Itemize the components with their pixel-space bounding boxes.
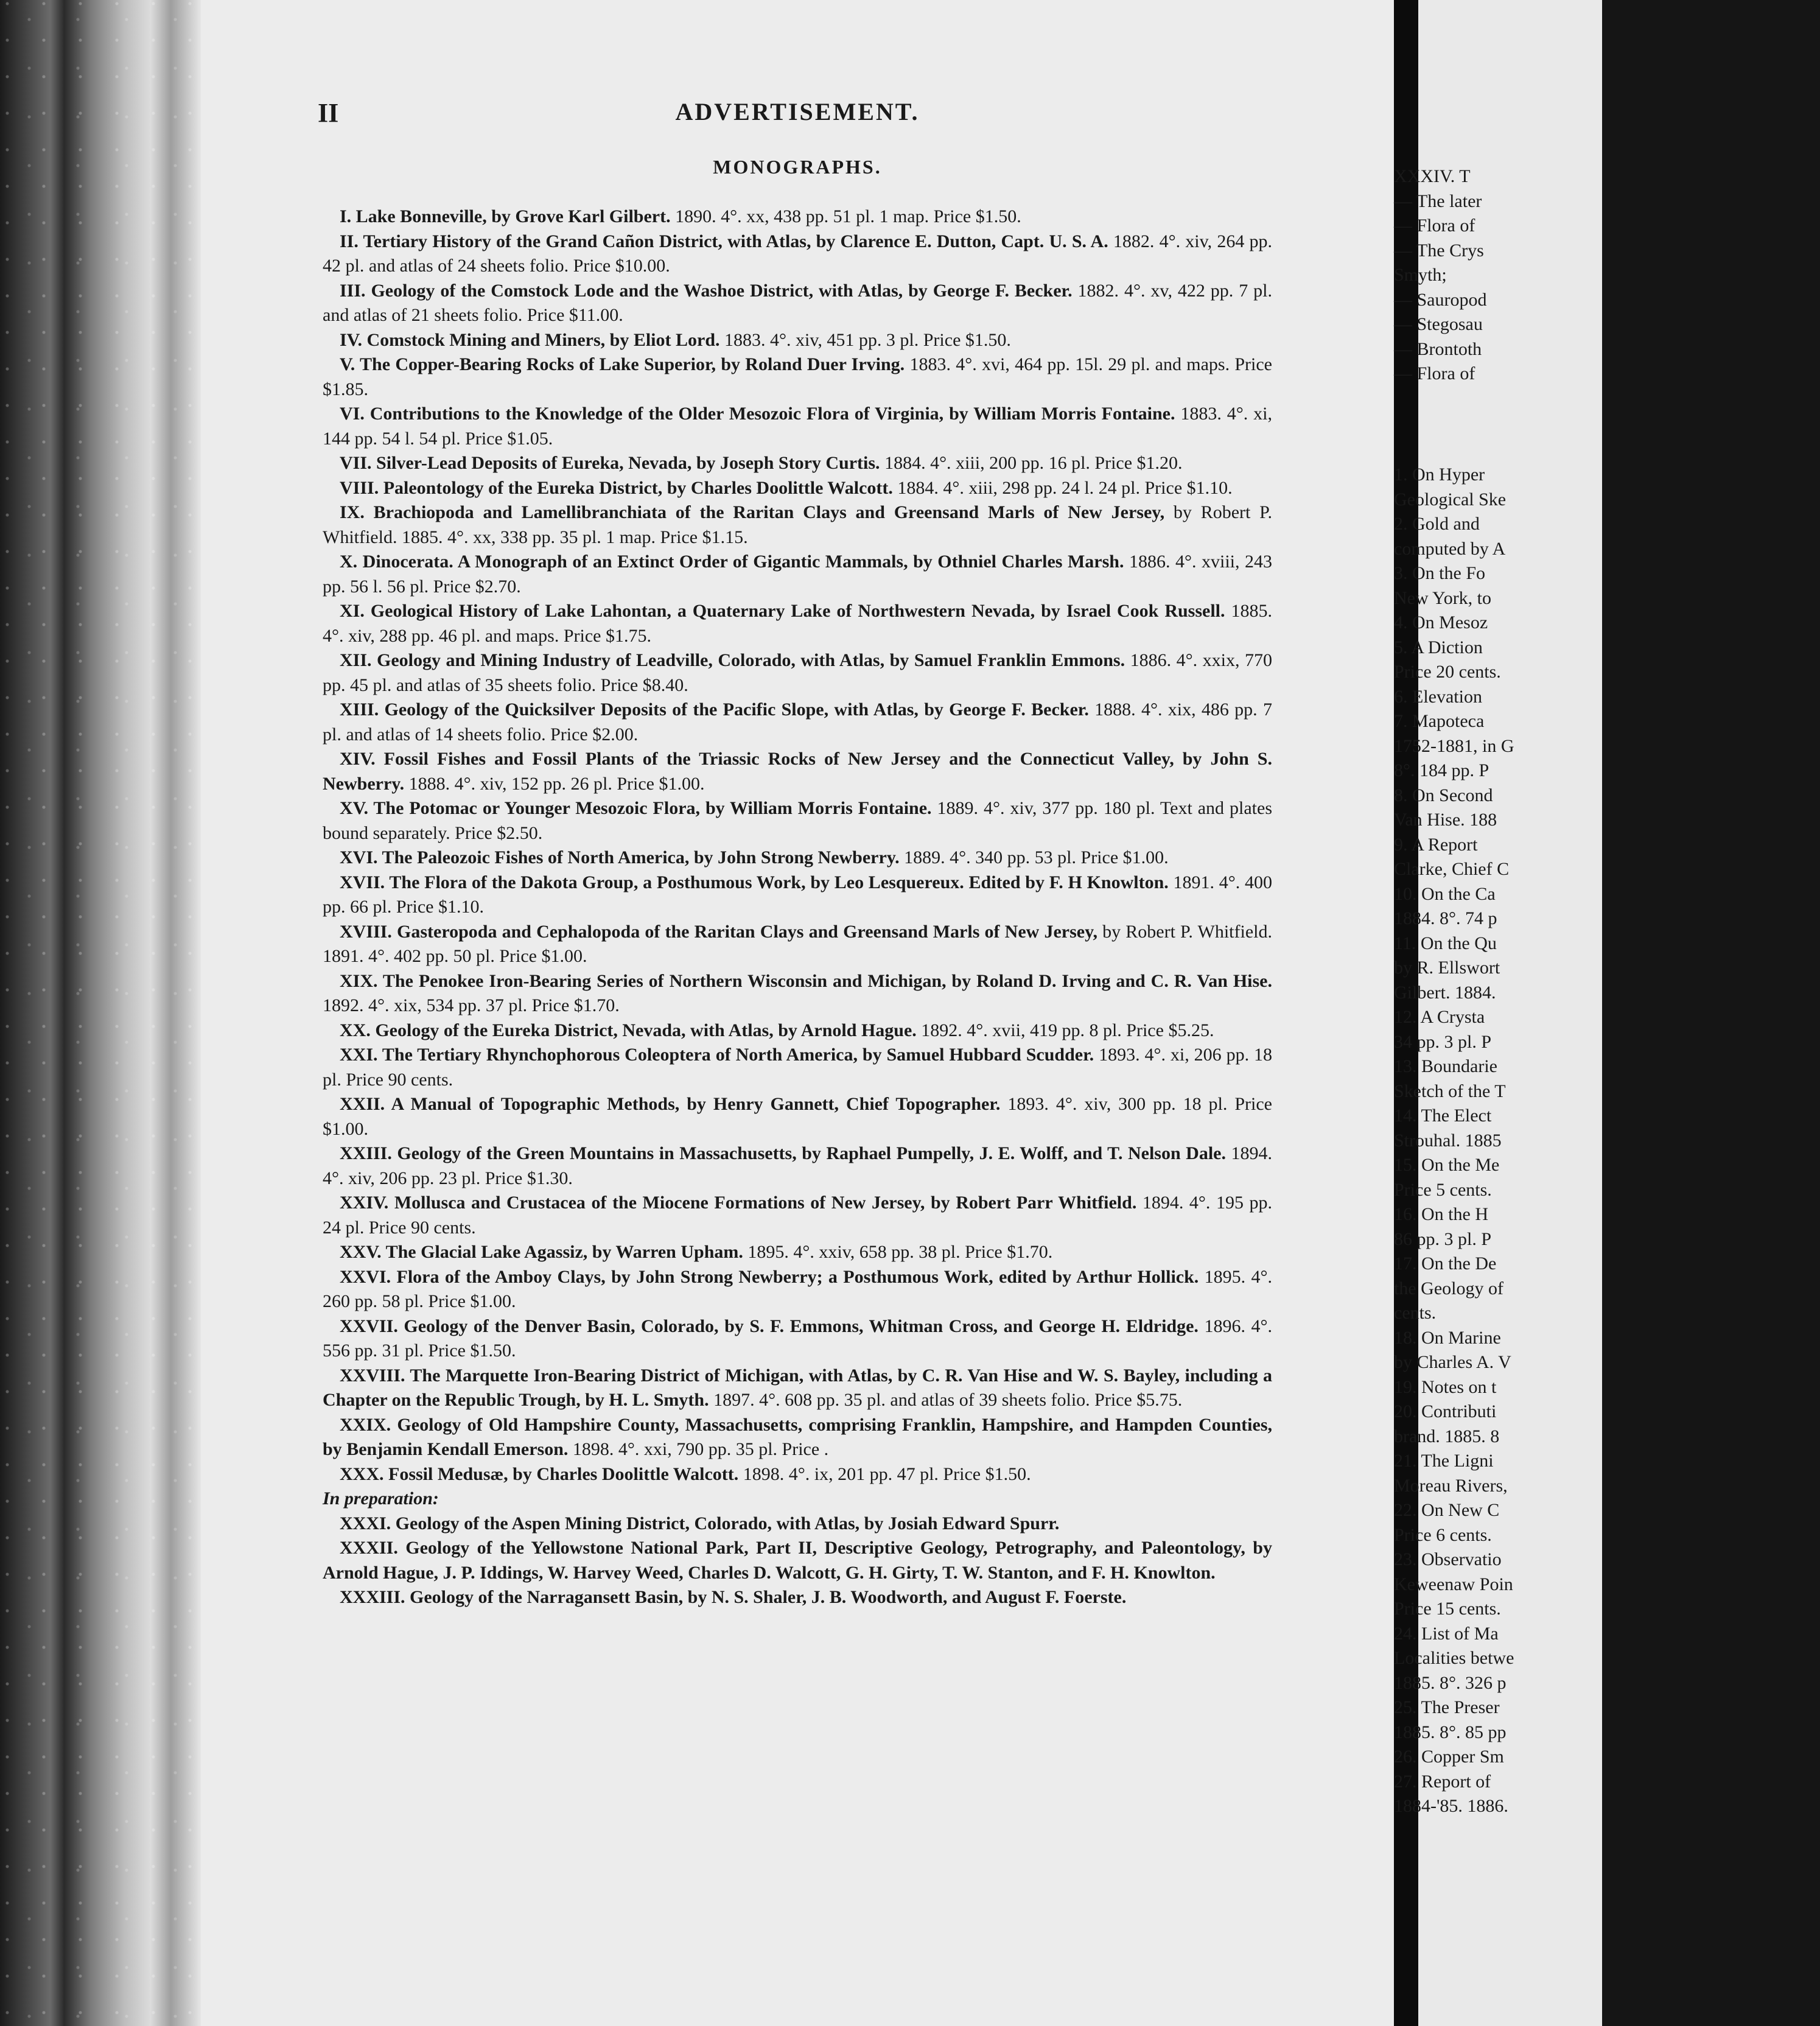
right-page-line: 1752-1881, in G (1394, 735, 1514, 756)
monograph-title: XVII. The Flora of the Dakota Group, a Posthumous Work, by Leo Lesquereux. Edited by F. H Knowlton. (340, 872, 1169, 892)
monograph-entry (323, 698, 1272, 747)
monograph-title: X. Dinocerata. A Monograph of an Extinct Order of Gigantic Mammals, by Othniel Charles Marsh. (340, 552, 1124, 572)
monograph-title: III. Geology of the Comstock Lode and the Washoe District, with Atlas, by George F. Becker. (340, 280, 1073, 301)
right-page-line: 1884. 8°. 74 p (1394, 908, 1497, 928)
section-heading: MONOGRAPHS. (713, 156, 882, 178)
right-page-line: — The later (1394, 191, 1482, 211)
monograph-details: 1882. 4°. xiv, 264 pp. 42 pl. and atlas of 24 sheets folio. Price $10.00. (323, 231, 1273, 276)
right-page-line: — Brontoth (1394, 338, 1482, 359)
monograph-details: 1893. 4°. xiv, 300 pp. 18 pl. Price $1.00. (323, 1094, 1273, 1139)
right-page-line: 17. On the De (1394, 1253, 1497, 1274)
right-page-line: by R. Ellswort (1394, 958, 1500, 978)
monograph-title: XIV. Fossil Fishes and Fossil Plants of the Triassic Rocks of New Jersey and the Connecticut Valley, by John S. Newberry. (323, 749, 1272, 794)
right-page-line: 24. List of Ma (1394, 1623, 1499, 1644)
monograph-entry (323, 1536, 1272, 1585)
monograph-details: 1888. 4°. xiv, 152 pp. 26 pl. Price $1.00. (404, 773, 705, 794)
monograph-entry (323, 230, 1272, 279)
monograph-details: by Robert P. Whitfield. 1891. 4°. 402 pp. 50 pl. Price $1.00. (323, 921, 1272, 966)
monograph-details: 1883. 4°. xiv, 451 pp. 3 pl. Price $1.50. (719, 329, 1011, 350)
monograph-entry (323, 1462, 1272, 1487)
monograph-entry (323, 1364, 1272, 1413)
monograph-entry (323, 1512, 1272, 1537)
right-page-line: 13. Boundarie (1394, 1056, 1497, 1076)
right-page-line: 12. A Crysta (1394, 1007, 1485, 1027)
monograph-entry (323, 1240, 1272, 1265)
right-page-line: 11. On the Qu (1394, 933, 1497, 953)
monograph-entry (323, 1092, 1272, 1141)
right-page-line: Price 20 cents. (1394, 662, 1501, 682)
monograph-title: XI. Geological History of Lake Lahontan, a Quaternary Lake of Northwestern Nevada, by Israel Cook Russell. (340, 601, 1225, 621)
page-header: ADVERTISEMENT. (675, 98, 920, 125)
monograph-entry (323, 1585, 1272, 1610)
monograph-details: 1890. 4°. xx, 438 pp. 51 pl. 1 map. Price $1.50. (670, 206, 1021, 226)
monograph-title: XXX. Fossil Medusæ, by Charles Doolittle Walcott. (340, 1463, 739, 1484)
monograph-title: XVIII. Gasteropoda and Cephalopoda of the Raritan Clays and Greensand Marls of New Jersey, (340, 921, 1097, 942)
right-page-line: the Geology of (1394, 1278, 1503, 1299)
right-page-line: Price 6 cents. (1394, 1524, 1492, 1545)
monograph-entry (323, 500, 1272, 550)
right-page-line: 20. Contributi (1394, 1401, 1497, 1421)
monograph-title: XXVIII. The Marquette Iron-Bearing District of Michigan, with Atlas, by C. R. Van Hise and W. S. Bayley, including a Chapter on the Republic Trough, by H. L. Smyth. (323, 1365, 1272, 1410)
right-page-line: Clarke, Chief C (1394, 859, 1510, 879)
right-page-line: 3. On the Fo (1394, 563, 1485, 583)
monograph-details: 1892. 4°. xvii, 419 pp. 8 pl. Price $5.25. (916, 1020, 1214, 1040)
right-page-line: 5. A Diction (1394, 637, 1483, 657)
monograph-entry (323, 1018, 1272, 1043)
monograph-title: VIII. Paleontology of the Eureka District, by Charles Doolittle Walcott. (340, 477, 893, 498)
monograph-entry (323, 796, 1272, 846)
right-page-line: Localities betwe (1394, 1648, 1514, 1668)
right-page-bulletin-list (1394, 463, 1514, 1819)
monograph-details: 1893. 4°. xi, 206 pp. 18 pl. Price 90 cents. (323, 1045, 1272, 1090)
monograph-title: XXVII. Geology of the Denver Basin, Colorado, by S. F. Emmons, Whitman Cross, and George H. Eldridge. (340, 1316, 1199, 1336)
right-page-line: 9. A Report (1394, 834, 1478, 855)
monograph-details: 1895. 4°. xxiv, 658 pp. 38 pl. Price $1.70. (743, 1242, 1053, 1262)
monograph-details: 1886. 4°. xxix, 770 pp. 45 pl. and atlas of 35 sheets folio. Price $8.40. (323, 650, 1272, 695)
right-page-line: brand. 1885. 8 (1394, 1426, 1500, 1446)
right-page-line: Moreau Rivers, (1394, 1475, 1508, 1496)
right-page-line: 1885. 8°. 326 p (1394, 1672, 1507, 1693)
monograph-details: 1888. 4°. xix, 486 pp. 7 pl. and atlas of 14 sheets folio. Price $2.00. (323, 699, 1272, 745)
monograph-entry (323, 352, 1272, 402)
monograph-details: 1883. 4°. xvi, 464 pp. 15l. 29 pl. and maps. Price $1.85. (323, 354, 1272, 399)
monograph-entry (323, 599, 1272, 648)
right-page-line: 15. On the Me (1394, 1155, 1500, 1175)
monograph-details: 1895. 4°. 260 pp. 58 pl. Price $1.00. (323, 1266, 1273, 1311)
right-page-line: computed by A (1394, 538, 1506, 559)
page-number: II (318, 98, 339, 128)
monograph-title: XXI. The Tertiary Rhynchophorous Coleoptera of North America, by Samuel Hubbard Scudder. (340, 1045, 1094, 1065)
monograph-title: IV. Comstock Mining and Miners, by Eliot Lord. (340, 329, 720, 350)
monograph-details: 1889. 4°. xiv, 377 pp. 180 pl. Text and plates bound separately. Price $2.50. (323, 798, 1272, 843)
monograph-entry (323, 871, 1272, 920)
monograph-details: 1896. 4°. 556 pp. 31 pl. Price $1.50. (323, 1316, 1272, 1361)
monograph-entry (323, 920, 1272, 969)
right-page-line: New York, to (1394, 587, 1492, 608)
monograph-entry (323, 451, 1272, 476)
monograph-title: XXV. The Glacial Lake Agassiz, by Warren Upham. (340, 1242, 743, 1262)
left-page (201, 0, 1394, 2026)
in-preparation-label: In preparation: (323, 1488, 439, 1509)
monograph-list (323, 205, 1272, 1610)
right-page-line: 18. On Marine (1394, 1327, 1501, 1348)
right-page-line: 34 pp. 3 pl. P (1394, 1031, 1492, 1052)
right-page-line: 21. The Ligni (1394, 1451, 1494, 1471)
right-page-line: 23. Observatio (1394, 1549, 1502, 1569)
book-spine-edge (0, 0, 201, 2026)
right-page-line: 6. Elevation (1394, 686, 1482, 707)
monograph-details: 1892. 4°. xix, 534 pp. 37 pl. Price $1.70. (323, 995, 620, 1015)
monograph-title: I. Lake Bonneville, by Grove Karl Gilbert. (340, 206, 671, 226)
right-page-line: Geological Ske (1394, 489, 1507, 510)
right-page-line: 16. On the H (1394, 1204, 1488, 1224)
right-page-head-list (1394, 164, 1487, 387)
monograph-title: XXIV. Mollusca and Crustacea of the Miocene Formations of New Jersey, by Robert Parr Whitfield. (340, 1193, 1137, 1213)
monograph-title: VII. Silver-Lead Deposits of Eureka, Nevada, by Joseph Story Curtis. (340, 453, 880, 473)
right-page-line: — Flora of (1394, 363, 1475, 384)
monograph-title: XII. Geology and Mining Industry of Leadville, Colorado, with Atlas, by Samuel Franklin Emmons. (340, 650, 1125, 670)
monograph-details: 1884. 4°. xiii, 298 pp. 24 l. 24 pl. Price $1.10. (892, 477, 1233, 498)
right-page-line: Sketch of the T (1394, 1081, 1506, 1101)
monograph-entry (323, 1191, 1272, 1240)
monograph-entry (323, 747, 1272, 796)
monograph-entry (323, 1314, 1272, 1364)
right-page-line: Van Hise. 188 (1394, 810, 1497, 830)
right-page-line: by Charles A. V (1394, 1352, 1511, 1372)
monograph-details: 1897. 4°. 608 pp. 35 pl. and atlas of 39 sheets folio. Price $5.75. (709, 1390, 1183, 1410)
right-page-line: 22. On New C (1394, 1500, 1500, 1520)
right-page-line: Gilbert. 1884. (1394, 982, 1496, 1003)
right-page-line: 19. Notes on t (1394, 1376, 1497, 1397)
right-page-line: 26. Copper Sm (1394, 1747, 1504, 1767)
right-page-line: 10. On the Ca (1394, 883, 1496, 904)
published-monographs (323, 205, 1272, 1487)
monograph-title: XIII. Geology of the Quicksilver Deposits of the Pacific Slope, with Atlas, by George F. Becker. (340, 699, 1089, 720)
right-page-line: cents. (1394, 1303, 1437, 1323)
monograph-details: 1884. 4°. xiii, 200 pp. 16 pl. Price $1.20. (880, 453, 1183, 473)
monograph-title: XX. Geology of the Eureka District, Nevada, with Atlas, by Arnold Hague. (340, 1020, 917, 1040)
monograph-details: by Robert P. Whitfield. 1885. 4°. xx, 338 pp. 35 pl. 1 map. Price $1.15. (323, 502, 1272, 547)
right-page-line: 8. On Second (1394, 785, 1493, 805)
monograph-title: XV. The Potomac or Younger Mesozoic Flora, by William Morris Fontaine. (340, 798, 932, 818)
monograph-details: 1885. 4°. xiv, 288 pp. 46 pl. and maps. Price $1.75. (323, 601, 1273, 646)
monograph-title: XIX. The Penokee Iron-Bearing Series of Northern Wisconsin and Michigan, by Roland D. Irving and C. R. Van Hise. (340, 970, 1272, 991)
monograph-entry (323, 205, 1272, 230)
right-page-line: 86 pp. 3 pl. P (1394, 1229, 1492, 1249)
monograph-entry (323, 402, 1272, 451)
monograph-entry (323, 1043, 1272, 1092)
monograph-title: XXXI. Geology of the Aspen Mining District, Colorado, with Atlas, by Josiah Edward Spurr. (340, 1513, 1060, 1534)
right-page-line: Strouhal. 1885 (1394, 1130, 1502, 1151)
right-page-line: 7. Mapoteca (1394, 711, 1485, 731)
monograph-entry (323, 550, 1272, 599)
right-page-line: — Flora of (1394, 216, 1475, 236)
right-page-partial (1394, 0, 1602, 2026)
monograph-title: XXIII. Geology of the Green Mountains in Massachusetts, by Raphael Pumpelly, J. E. Wolff, and T. Nelson Dale. (340, 1143, 1226, 1163)
monograph-details: 1898. 4°. xxi, 790 pp. 35 pl. Price . (568, 1439, 829, 1459)
right-page-line: 2. Gold and (1394, 514, 1480, 534)
right-page-line: — The Crys (1394, 240, 1484, 261)
monograph-title: XXXIII. Geology of the Narragansett Basin, by N. S. Shaler, J. B. Woodworth, and August F. Foerste. (340, 1587, 1127, 1607)
monograph-details: 1891. 4°. 400 pp. 66 pl. Price $1.10. (323, 872, 1272, 917)
right-page-line: 25. The Preser (1394, 1697, 1500, 1717)
monograph-title: II. Tertiary History of the Grand Cañon District, with Atlas, by Clarence E. Dutton, Capt. U. S. A. (340, 231, 1108, 251)
monograph-entry (323, 648, 1272, 698)
right-page-line: — Sauropod (1394, 289, 1487, 310)
monograph-details: 1882. 4°. xv, 422 pp. 7 pl. and atlas of 21 sheets folio. Price $11.00. (323, 280, 1273, 325)
right-page-line: — Stegosau (1394, 314, 1483, 334)
monograph-details: 1889. 4°. 340 pp. 53 pl. Price $1.00. (899, 847, 1169, 868)
monograph-details: 1898. 4°. ix, 201 pp. 47 pl. Price $1.50. (738, 1463, 1031, 1484)
right-page-line: Price 15 cents. (1394, 1599, 1501, 1619)
monograph-entry (323, 1265, 1272, 1314)
monograph-title: IX. Brachiopoda and Lamellibranchiata of the Raritan Clays and Greensand Marls of New Jersey, (340, 502, 1165, 522)
right-page-line: Keweenaw Poin (1394, 1574, 1513, 1594)
monograph-entry (323, 476, 1272, 501)
right-page-line: XXXIV. T (1394, 166, 1471, 186)
monograph-details: 1894. 4°. xiv, 206 pp. 23 pl. Price $1.30. (323, 1143, 1272, 1188)
right-page-line: 1. On Hyper (1394, 464, 1485, 485)
right-page-line: 1884-'85. 1886. (1394, 1796, 1508, 1816)
monograph-title: XXIX. Geology of Old Hampshire County, Massachusetts, comprising Franklin, Hampshire, and Hampden Counties, by Benjamin Kendall Emerson. (323, 1414, 1272, 1459)
monograph-entry (323, 1141, 1272, 1191)
right-page-line: 8°. 184 pp. P (1394, 760, 1489, 780)
monograph-title: XVI. The Paleozoic Fishes of North America, by John Strong Newberry. (340, 847, 900, 868)
monographs-in-preparation (323, 1512, 1272, 1610)
monograph-details: 1883. 4°. xi, 144 pp. 54 l. 54 pl. Price $1.05. (323, 404, 1272, 449)
monograph-title: XXVI. Flora of the Amboy Clays, by John Strong Newberry; a Posthumous Work, edited by Arthur Hollick. (340, 1266, 1199, 1287)
monograph-entry (323, 846, 1272, 871)
monograph-title: V. The Copper-Bearing Rocks of Lake Superior, by Roland Duer Irving. (340, 354, 905, 374)
monograph-title: XXXII. Geology of the Yellowstone National Park, Part II, Descriptive Geology, Petrography, and Paleontology, by Arnold Hague, J. P. Iddings, W. Harvey Weed, Charles D. Walcott, G. H. Girty, T. W. Stanton, and F. H. Knowlton. (323, 1538, 1272, 1583)
monograph-details: 1886. 4°. xviii, 243 pp. 56 l. 56 pl. Price $2.70. (323, 552, 1272, 597)
right-page-line: 4. On Mesoz (1394, 612, 1488, 633)
right-page-line: 14. The Elect (1394, 1106, 1492, 1126)
monograph-title: VI. Contributions to the Knowledge of the Older Mesozoic Flora of Virginia, by William Morris Fontaine. (340, 404, 1175, 424)
monograph-title: XXII. A Manual of Topographic Methods, by Henry Gannett, Chief Topographer. (340, 1094, 1001, 1114)
right-page-line: 1885. 8°. 85 pp (1394, 1722, 1507, 1742)
right-page-line: Smyth; (1394, 265, 1447, 285)
monograph-entry (323, 969, 1272, 1018)
monograph-details: 1894. 4°. 195 pp. 24 pl. Price 90 cents. (323, 1193, 1273, 1238)
monograph-entry (323, 328, 1272, 353)
monograph-entry (323, 279, 1272, 328)
monograph-entry (323, 1413, 1272, 1462)
right-page-line: Price 5 cents. (1394, 1179, 1492, 1200)
right-page-line: 27. Report of (1394, 1771, 1491, 1792)
